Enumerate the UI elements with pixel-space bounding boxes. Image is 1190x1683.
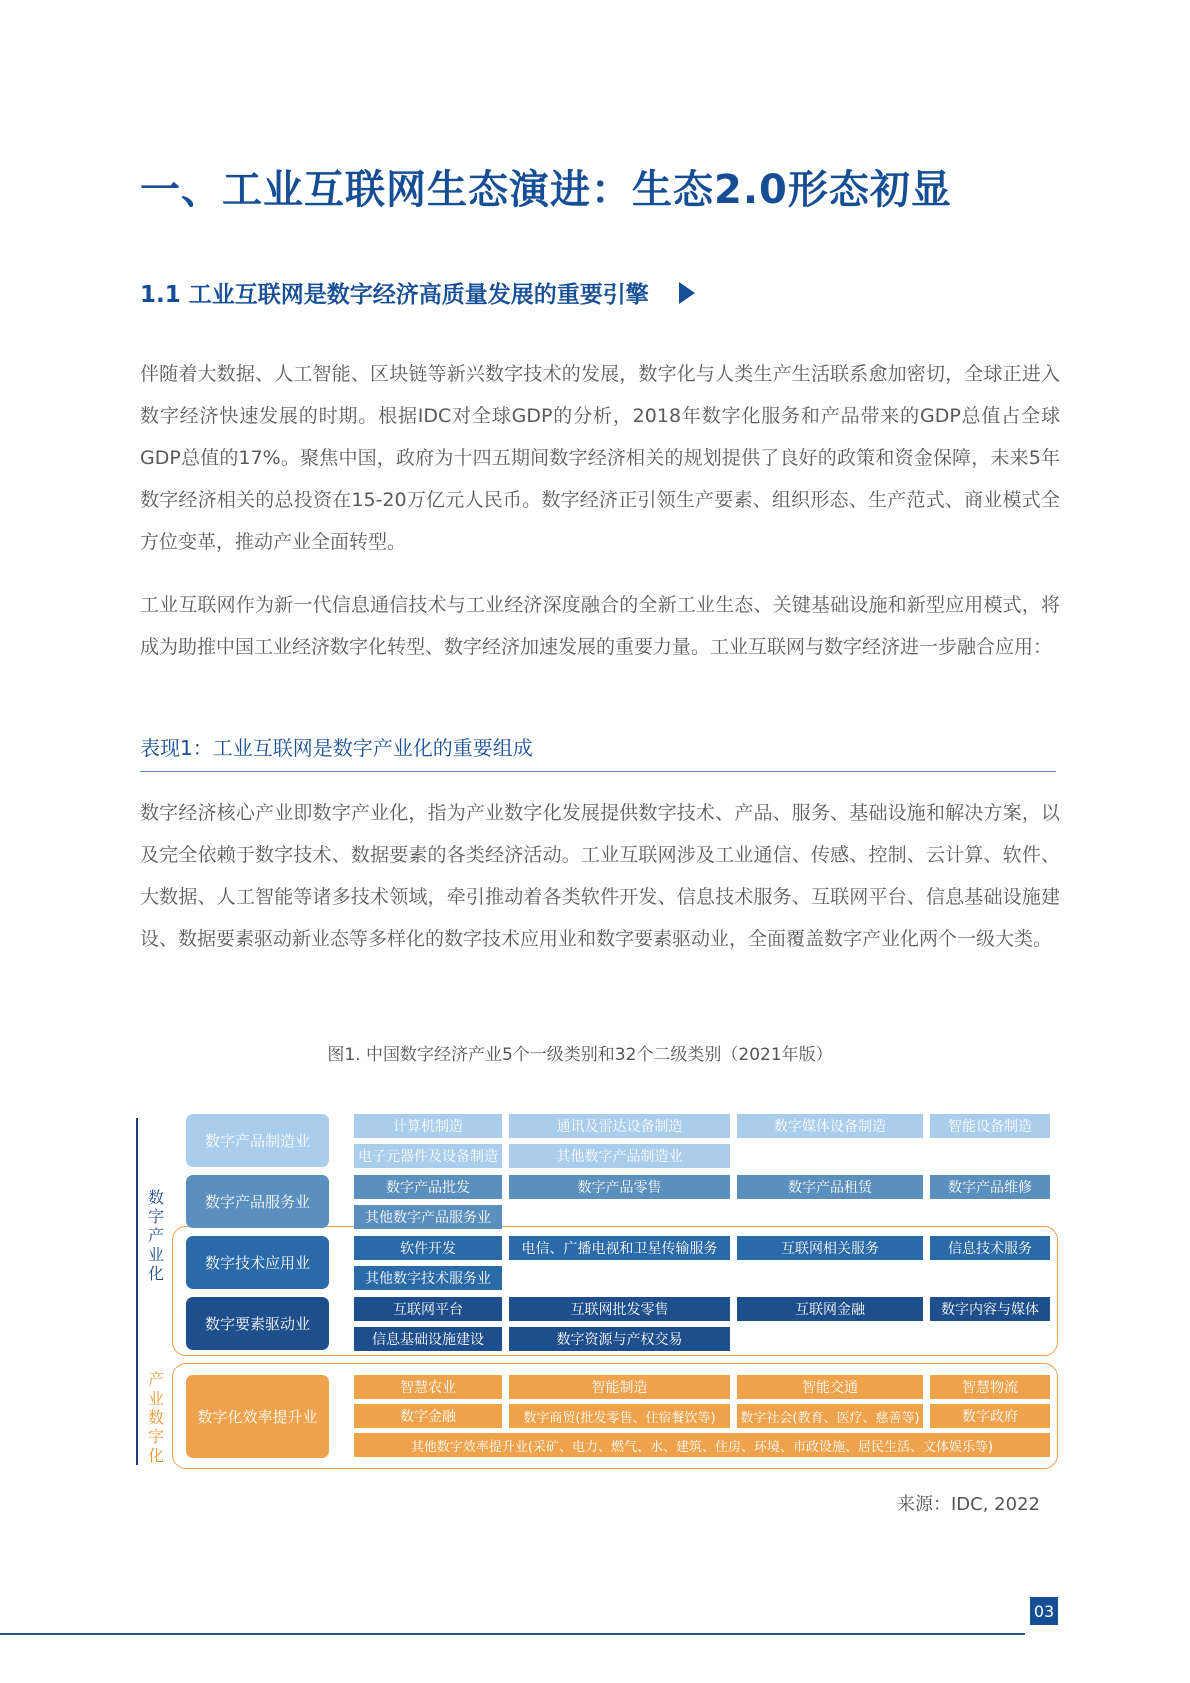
subcategory-box: 智能制造 [509,1375,730,1399]
paragraph-3: 数字经济核心产业即数字产业化，指为产业数字化发展提供数字技术、产品、服务、基础设施和解决方案，以及完全依赖于数字技术、数据要素的各类经济活动。工业互联网涉及工业通信、传感、控制、云计算、软件、大数据、人工智能等诸多技术领域，牵引推动着各类软件开发、信息技术服务、互联网平台、信息基础设施建设、数据要素驱动新业态等多样化的数字技术应用业和数字要素驱动业，全面覆盖数字产业化两个一级大类。 [140,802,1060,950]
subcategory-box: 软件开发 [354,1236,502,1260]
subcategory-box: 智慧农业 [354,1375,502,1399]
subcategory-box: 互联网批发零售 [509,1297,730,1321]
subcategory-box: 数字金融 [354,1404,502,1428]
paragraph-1: 伴随着大数据、人工智能、区块链等新兴数字技术的发展，数字化与人类生产生活联系愈加密切，全球正进入数字经济快速发展的时期。根据IDC对全球GDP的分析，2018年数字化服务和产品带来的GDP总值占全球GDP总值的17%。聚焦中国，政府为十四五期间数字经济相关的规划提供了良好的政策和资金保障，未来5年数字经济相关的总投资在15-20万亿元人民币。数字经济正引领生产要素、组织形态、生产范式、商业模式全方位变革，推动产业全面转型。 [140,363,1060,553]
subcategory-box: 数字资源与产权交易 [509,1327,730,1351]
subheading: 表现1：工业互联网是数字产业化的重要组成 [140,732,1056,772]
section-heading-text: 1.1 工业互联网是数字经济高质量发展的重要引擎 [140,282,649,308]
subcategory-box: 智慧物流 [930,1375,1050,1399]
paragraph-2: 工业互联网作为新一代信息通信技术与工业经济深度融合的全新工业生态、关键基础设施和新型应用模式，将成为助推中国工业经济数字化转型、数字经济加速发展的重要力量。工业互联网与数字经济进一步融合应用： [140,594,1060,658]
group-divider-line [136,1118,138,1465]
subcategory-box: 其他数字产品服务业 [354,1205,502,1229]
subcategory-box: 其他数字产品制造业 [509,1144,730,1168]
section-heading [140,276,695,309]
subcategory-box: 其他数字效率提升业(采矿、电力、燃气、水、建筑、住房、环境、市政设施、居民生活、文体娱乐等) [354,1433,1050,1457]
subcategory-box: 数字媒体设备制造 [737,1114,923,1138]
group-label-industrial-digitalization: 产业数字化 [147,1370,164,1465]
subcategory-box: 互联网金融 [737,1297,923,1321]
subcategory-box: 智能设备制造 [930,1114,1050,1138]
category-data-driven: 数字要素驱动业 [186,1297,329,1350]
subcategory-box: 数字产品租赁 [737,1175,923,1199]
subcategory-box: 其他数字技术服务业 [354,1266,502,1290]
subcategory-box: 信息技术服务 [930,1236,1050,1260]
subcategory-box: 数字内容与媒体 [930,1297,1050,1321]
subcategory-box: 智能交通 [737,1375,923,1399]
subcategory-box: 信息基础设施建设 [354,1327,502,1351]
subcategory-box: 数字产品批发 [354,1175,502,1199]
subcategory-box: 数字产品零售 [509,1175,730,1199]
subcategory-box: 互联网平台 [354,1297,502,1321]
category-efficiency: 数字化效率提升业 [186,1375,329,1458]
figure-source: 来源：IDC, 2022 [897,1494,1040,1515]
subcategory-box: 互联网相关服务 [737,1236,923,1260]
page-title: 一、工业互联网生态演进：生态2.0形态初显 [140,167,952,213]
category-service: 数字产品服务业 [186,1175,329,1228]
group-label-digital-industrialization: 数字产业化 [147,1188,164,1283]
figure-caption: 图1. 中国数字经济产业5个一级类别和32个二级类别（2021年版） [327,1045,833,1065]
subcategory-box: 计算机制造 [354,1114,502,1138]
footer-rule [0,1633,1025,1635]
subcategory-box: 数字社会(教育、医疗、慈善等) [737,1404,923,1428]
category-tech-application: 数字技术应用业 [186,1236,329,1289]
subcategory-box: 通讯及雷达设备制造 [509,1114,730,1138]
play-arrow-icon [679,282,695,304]
subcategory-box: 数字商贸(批发零售、住宿餐饮等) [509,1404,730,1428]
subcategory-box: 数字产品维修 [930,1175,1050,1199]
page-number: 03 [1030,1597,1058,1625]
subcategory-box: 电信、广播电视和卫星传输服务 [509,1236,730,1260]
category-manufacturing: 数字产品制造业 [186,1114,329,1167]
subcategory-box: 电子元器件及设备制造 [354,1144,502,1168]
subcategory-box: 数字政府 [930,1404,1050,1428]
